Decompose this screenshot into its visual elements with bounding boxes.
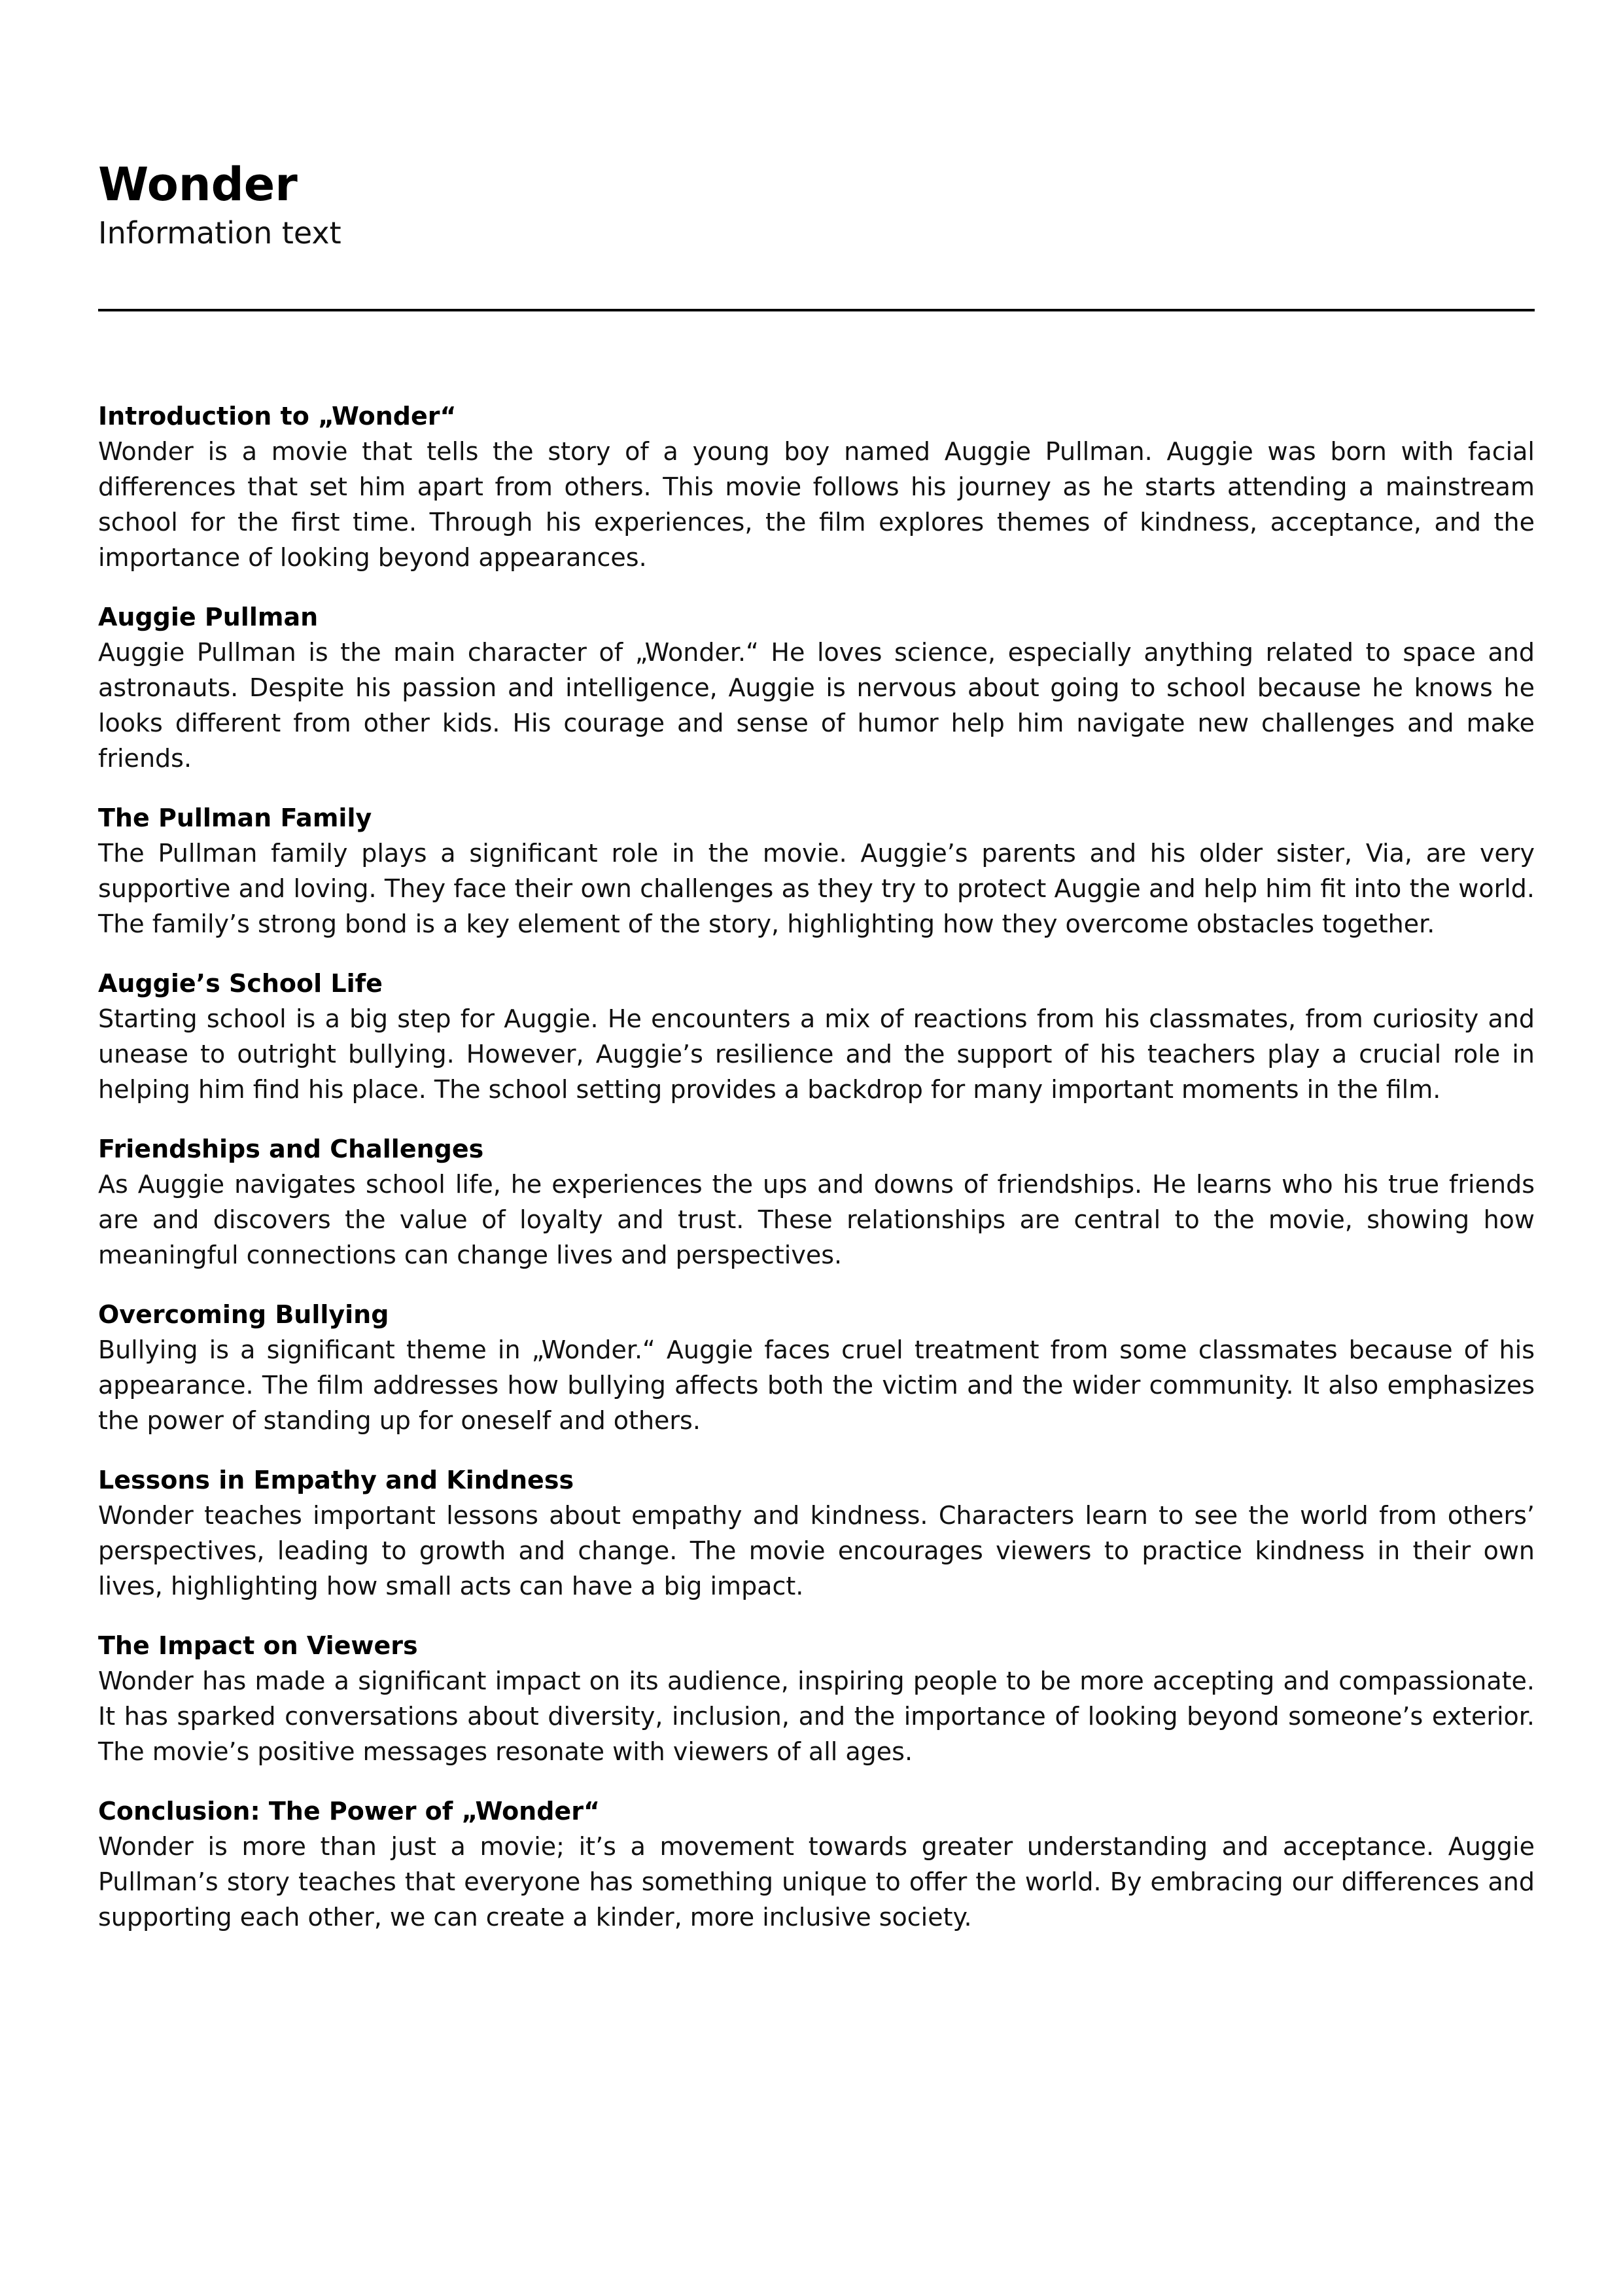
section-heading: Conclusion: The Power of „Wonder“ bbox=[98, 1797, 600, 1826]
document-page bbox=[98, 157, 1535, 1932]
section-heading: Introduction to „Wonder“ bbox=[98, 402, 457, 431]
section-body: Bullying is a significant theme in „Wonder.“ Auggie faces cruel treatment from some classmates because of his appearance. The film addresses how bullying affects both the victim and the wider community. It also emphasizes the power of standing up for oneself and others. bbox=[98, 1335, 1535, 1435]
section-auggie-pullman bbox=[98, 600, 1535, 776]
section-body: As Auggie navigates school life, he experiences the ups and downs of friendships. He learns who his true friends are and discovers the value of loyalty and trust. These relationships are central to the movie, showing how meaningful connections can change lives and perspectives. bbox=[98, 1170, 1535, 1269]
section-body: Wonder is a movie that tells the story of a young boy named Auggie Pullman. Auggie was born with facial differences that set him apart from others. This movie follows his journey as he starts attending a mainstream school for the first time. Through his experiences, the film explores themes of kindness, acceptance, and the importance of looking beyond appearances. bbox=[98, 437, 1535, 572]
section-heading: Overcoming Bullying bbox=[98, 1300, 389, 1329]
section-heading: The Impact on Viewers bbox=[98, 1631, 418, 1660]
section-body: Auggie Pullman is the main character of „Wonder.“ He loves science, especially anything related to space and astronauts. Despite his passion and intelligence, Auggie is nervous about going to school because he knows he looks different from other kids. His courage and sense of humor help him navigate new challenges and make friends. bbox=[98, 638, 1535, 773]
section-empathy-kindness bbox=[98, 1463, 1535, 1604]
section-bullying bbox=[98, 1298, 1535, 1438]
section-heading: Lessons in Empathy and Kindness bbox=[98, 1466, 574, 1494]
title-divider bbox=[98, 309, 1535, 311]
section-conclusion bbox=[98, 1794, 1535, 1935]
document-title: Wonder bbox=[98, 158, 298, 211]
section-friendships bbox=[98, 1132, 1535, 1273]
section-introduction bbox=[98, 399, 1535, 575]
section-body: Wonder teaches important lessons about empathy and kindness. Characters learn to see the world from others’ perspectives, leading to growth and change. The movie encourages viewers to practice kindness in their own lives, highlighting how small acts can have a big impact. bbox=[98, 1501, 1535, 1600]
section-heading: Friendships and Challenges bbox=[98, 1135, 484, 1163]
document-subtitle: Information text bbox=[98, 215, 341, 251]
section-pullman-family bbox=[98, 801, 1535, 942]
section-heading: Auggie’s School Life bbox=[98, 969, 383, 998]
section-body: The Pullman family plays a significant role in the movie. Auggie’s parents and his older sister, Via, are very supportive and loving. They face their own challenges as they try to protect Auggie and help him fit into the world. The family’s strong bond is a key element of the story, highlighting how they overcome obstacles together. bbox=[98, 839, 1535, 938]
section-heading: Auggie Pullman bbox=[98, 603, 319, 631]
section-body: Wonder is more than just a movie; it’s a movement towards greater understanding and acceptance. Auggie Pullman’s story teaches that everyone has something unique to offer the world. By embracing our differences and supporting each other, we can create a kinder, more inclusive society. bbox=[98, 1832, 1535, 1932]
section-body: Wonder has made a significant impact on its audience, inspiring people to be more accepting and compassionate. It has sparked conversations about diversity, inclusion, and the importance of looking beyond someone’s exterior. The movie’s positive messages resonate with viewers of all ages. bbox=[98, 1667, 1535, 1766]
section-impact-viewers bbox=[98, 1629, 1535, 1769]
section-heading: The Pullman Family bbox=[98, 804, 372, 832]
section-body: Starting school is a big step for Auggie. He encounters a mix of reactions from his classmates, from curiosity and unease to outright bullying. However, Auggie’s resilience and the support of his teachers play a crucial role in helping him find his place. The school setting provides a backdrop for many important moments in the film. bbox=[98, 1004, 1535, 1104]
document-content bbox=[98, 399, 1535, 1960]
section-school-life bbox=[98, 966, 1535, 1107]
